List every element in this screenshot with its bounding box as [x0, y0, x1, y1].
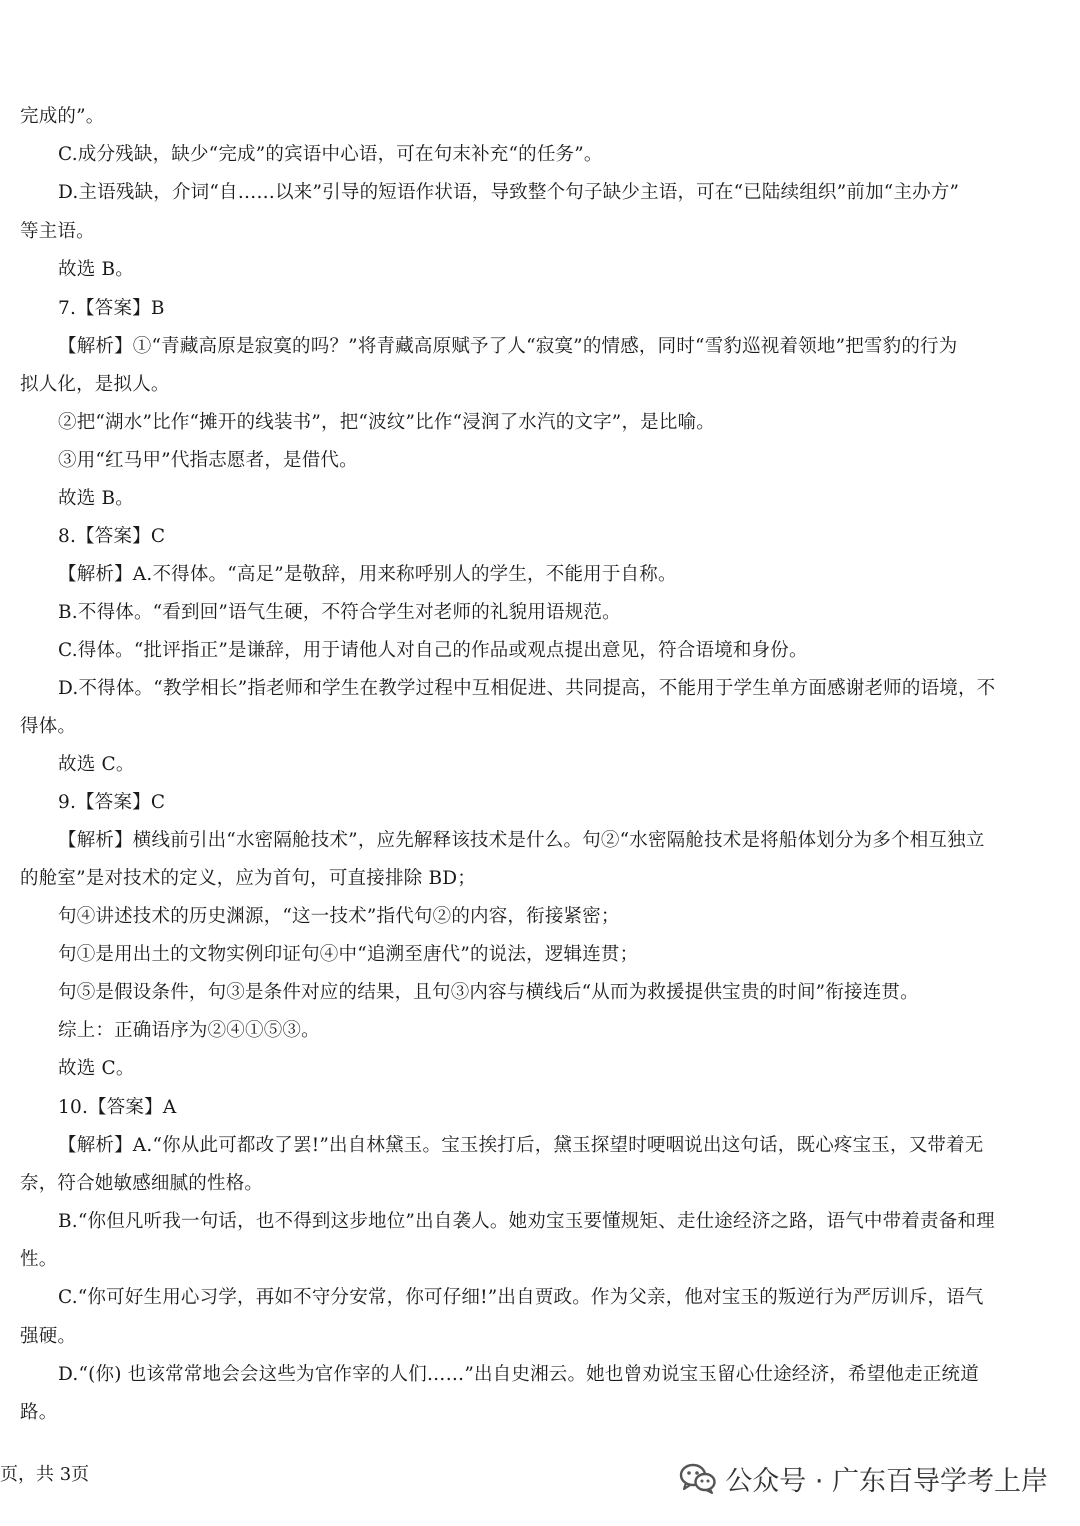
text-line: 拟人化，是拟人。 [20, 374, 170, 395]
text-line: 完成的”。 [20, 106, 105, 127]
page-number: 页，共 3页 [0, 1464, 90, 1485]
text-line: C.得体。“批评指正”是谦辞，用于请他人对自己的作品或观点提出意见，符合语境和身份。 [58, 640, 808, 661]
text-line: C.成分残缺，缺少“完成”的宾语中心语，可在句末补充“的任务”。 [58, 144, 603, 165]
text-line: 【解析】①“青藏高原是寂寞的吗？”将青藏高原赋予了人“寂寞”的情感，同时“雪豹巡视着领地”把雪豹的行为 [58, 336, 958, 357]
watermark-text: 公众号 · 广东百导学考上岸 [725, 1465, 1048, 1497]
answer-heading: 7.【答案】B [58, 298, 165, 319]
text-line: 句①是用出土的文物实例印证句④中“追溯至唐代”的说法，逻辑连贯； [58, 944, 639, 965]
text-line: B.“你但凡听我一句话，也不得到这步地位”出自袭人。她劝宝玉要懂规矩、走仕途经济之路，语气中带着责备和理 [58, 1211, 995, 1232]
text-line: ②把“湖水”比作“摊开的线装书”，把“波纹”比作“浸润了水汽的文字”，是比喻。 [58, 412, 715, 433]
text-line: 故选 B。 [58, 488, 134, 509]
text-line: C.“你可好生用心习学，再如不守分安常，你可仔细!”出自贾政。作为父亲，他对宝玉的叛逆行为严厉训斥，语气 [58, 1287, 984, 1308]
text-line: 的舱室”是对技术的定义，应为首句，可直接排除 BD； [20, 868, 476, 889]
text-line: 路。 [20, 1402, 58, 1423]
text-line: 性。 [20, 1249, 58, 1270]
text-line: B.不得体。“看到回”语气生硬，不符合学生对老师的礼貌用语规范。 [58, 602, 621, 623]
wechat-icon [679, 1462, 717, 1494]
text-line: D.“(你) 也该常常地会会这些为官作宰的人们……”出自史湘云。她也曾劝说宝玉留心仕途经济，希望他走正统道 [58, 1364, 979, 1385]
text-line: 故选 B。 [58, 259, 134, 280]
text-line: 【解析】A.“你从此可都改了罢!”出自林黛玉。宝玉挨打后，黛玉探望时哽咽说出这句话，既心疼宝玉，又带着无 [58, 1135, 984, 1156]
text-line: D.不得体。“教学相长”指老师和学生在教学过程中互相促进、共同提高，不能用于学生单方面感谢老师的语境，不 [58, 678, 996, 699]
text-line: 【解析】横线前引出“水密隔舱技术”，应先解释该技术是什么。句②“水密隔舱技术是将船体划分为多个相互独立 [58, 830, 985, 851]
text-line: 等主语。 [20, 221, 95, 242]
watermark [679, 1460, 1048, 1496]
text-line: 句④讲述技术的历史渊源，“这一技术”指代句②的内容，衔接紧密； [58, 906, 620, 927]
text-line: 综上：正确语序为②④①⑤③。 [58, 1020, 320, 1041]
text-line: 强硬。 [20, 1326, 77, 1347]
answer-heading: 10.【答案】A [58, 1097, 177, 1118]
text-line: 奈，符合她敏感细腻的性格。 [20, 1173, 264, 1194]
answer-heading: 9.【答案】C [58, 792, 166, 813]
text-line: 故选 C。 [58, 1058, 135, 1079]
text-line: 【解析】A.不得体。“高足”是敬辞，用来称呼别人的学生，不能用于自称。 [58, 564, 677, 585]
text-line: 故选 C。 [58, 754, 135, 775]
text-line: 句⑤是假设条件，句③是条件对应的结果，且句③内容与横线后“从而为救援提供宝贵的时间”衔接连贯。 [58, 982, 919, 1003]
answer-heading: 8.【答案】C [58, 526, 166, 547]
text-line: D.主语残缺，介词“自……以来”引导的短语作状语，导致整个句子缺少主语，可在“已陆续组织”前加“主办方” [58, 182, 960, 203]
text-line: 得体。 [20, 716, 77, 737]
text-line: ③用“红马甲”代指志愿者，是借代。 [58, 450, 358, 471]
